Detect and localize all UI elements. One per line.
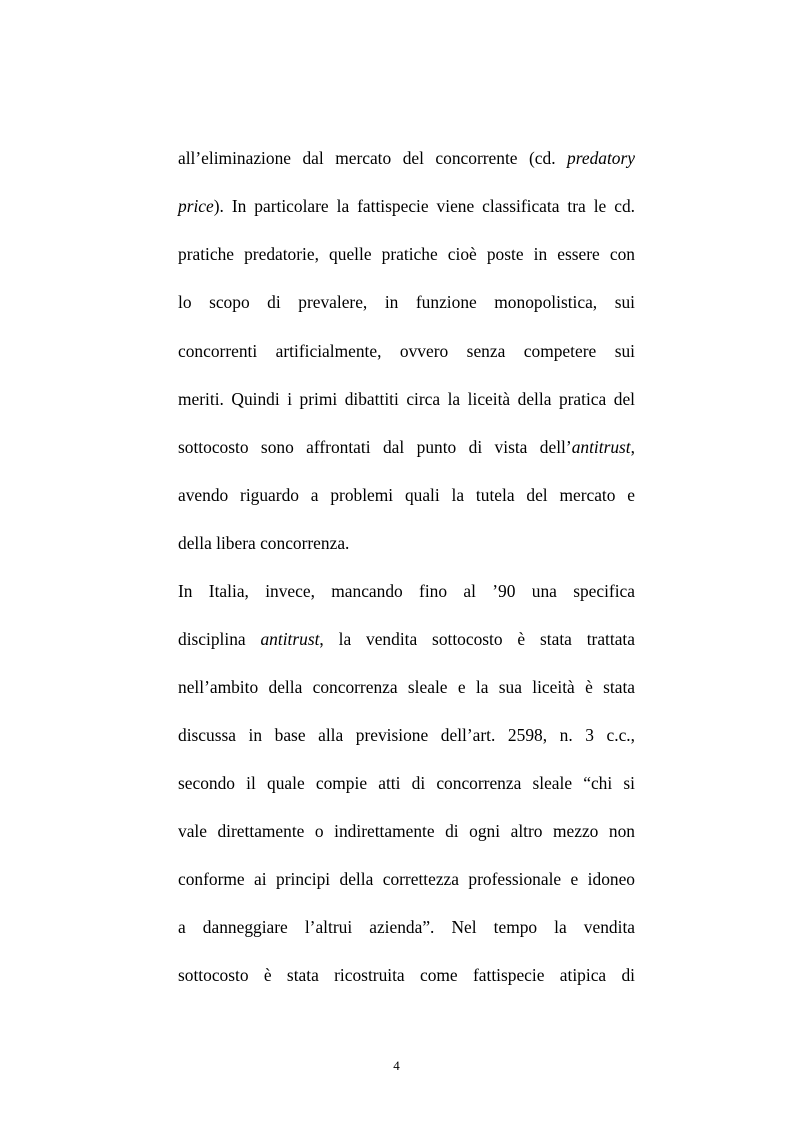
text-line (178, 964, 635, 986)
text-run: nell’ambito della concorrenza sleale e la sua liceità è stata (178, 677, 635, 697)
text-line (178, 532, 635, 554)
italic-term: antitrust (260, 629, 320, 649)
italic-term: predatory (567, 148, 635, 168)
text-run: sottocosto sono affrontati dal punto di vista dell’ (178, 437, 572, 457)
page-number: 4 (393, 1058, 400, 1073)
text-line (178, 243, 635, 265)
text-line (178, 388, 635, 410)
text-line (178, 340, 635, 362)
text-line (178, 916, 635, 938)
text-run: pratiche predatorie, quelle pratiche cioè poste in essere con (178, 244, 635, 264)
text-line (178, 772, 635, 794)
text-run: avendo riguardo a problemi quali la tutela del mercato e (178, 485, 635, 505)
text-line (178, 291, 635, 313)
text-line (178, 724, 635, 746)
text-run: , (630, 437, 635, 457)
text-run: secondo il quale compie atti di concorrenza sleale “chi si (178, 773, 635, 793)
text-line (178, 195, 635, 217)
text-run: lo scopo di prevalere, in funzione monopolistica, sui (178, 292, 635, 312)
text-line (178, 484, 635, 506)
text-line (178, 868, 635, 890)
text-run: In Italia, invece, mancando fino al ’90 una specifica (178, 581, 635, 601)
text-line (178, 147, 635, 169)
text-line (178, 436, 635, 458)
text-line (178, 580, 635, 602)
italic-term: price (178, 196, 214, 216)
text-run: sottocosto è stata ricostruita come fattispecie atipica di (178, 965, 635, 985)
italic-term: antitrust (571, 437, 631, 457)
text-run: ). In particolare la fattispecie viene classificata tra le cd. (213, 196, 635, 216)
text-run: concorrenti artificialmente, ovvero senza competere sui (178, 341, 635, 361)
text-run: discussa in base alla previsione dell’art. 2598, n. 3 c.c., (178, 725, 635, 745)
text-line (178, 628, 635, 650)
text-run: all’eliminazione dal mercato del concorrente (cd. (178, 148, 568, 168)
text-line (178, 676, 635, 698)
text-run: , la vendita sottocosto è stata trattata (319, 629, 635, 649)
text-line (178, 820, 635, 842)
text-run: conforme ai principi della correttezza professionale e idoneo (178, 869, 635, 889)
text-run: disciplina (178, 629, 261, 649)
text-run: meriti. Quindi i primi dibattiti circa la liceità della pratica del (178, 389, 635, 409)
text-run: della libera concorrenza. (178, 533, 350, 553)
text-run: a danneggiare l’altrui azienda”. Nel tempo la vendita (178, 917, 635, 937)
text-run: vale direttamente o indirettamente di ogni altro mezzo non (178, 821, 635, 841)
